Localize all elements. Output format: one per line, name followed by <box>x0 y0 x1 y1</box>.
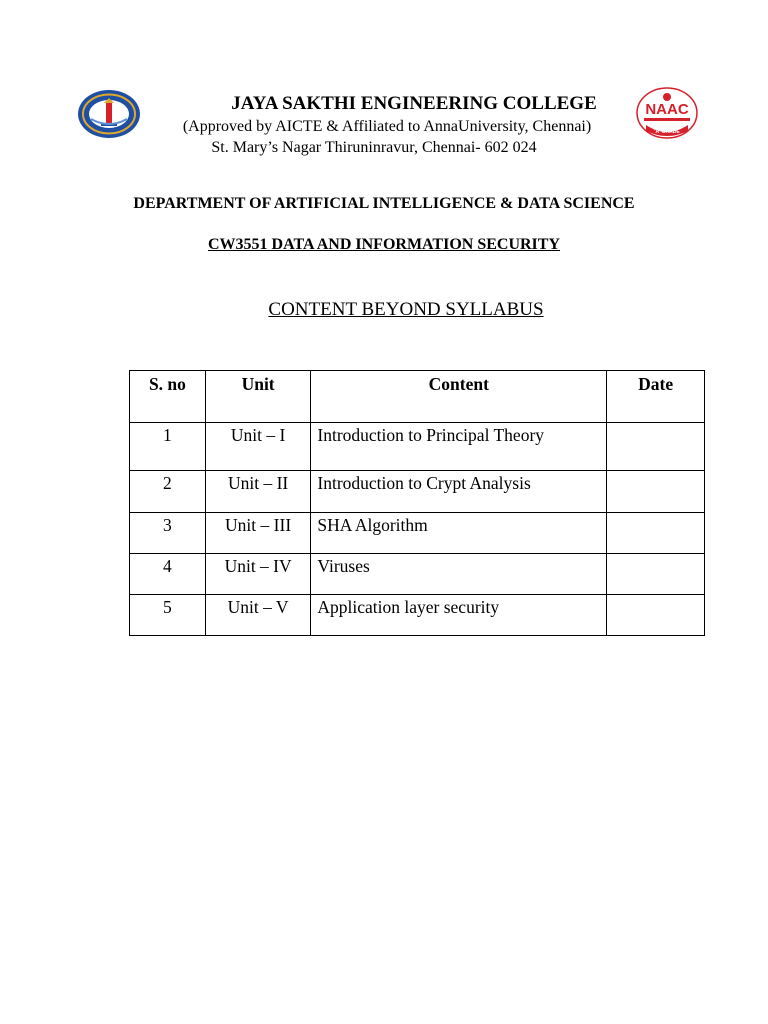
address-line: St. Mary’s Nagar Thiruninravur, Chennai- 602 024 <box>211 139 537 156</box>
cell-content: Introduction to Crypt Analysis <box>311 471 607 513</box>
cell-date <box>607 423 705 471</box>
syllabus-table <box>129 370 705 636</box>
cell-date <box>607 471 705 513</box>
header-unit: Unit <box>205 371 311 423</box>
naac-logo-text: NAAC <box>645 101 689 118</box>
section-title: CONTENT BEYOND SYLLABUS <box>268 299 544 320</box>
table-row <box>130 595 705 636</box>
cell-sno: 5 <box>130 595 206 636</box>
cell-content: Introduction to Principal Theory <box>311 423 607 471</box>
cell-sno: 3 <box>130 513 206 554</box>
cell-unit: Unit – III <box>205 513 311 554</box>
cell-unit: Unit – I <box>205 423 311 471</box>
header-content: Content <box>311 371 607 423</box>
course-title: CW3551 DATA AND INFORMATION SECURITY <box>207 236 561 253</box>
cell-sno: 1 <box>130 423 206 471</box>
cell-date <box>607 513 705 554</box>
cell-unit: Unit – V <box>205 595 311 636</box>
table-row <box>130 471 705 513</box>
table-row <box>130 423 705 471</box>
cell-unit: Unit – IV <box>205 554 311 595</box>
cell-content: Application layer security <box>311 595 607 636</box>
header-sno: S. no <box>130 371 206 423</box>
approval-line: (Approved by AICTE & Affiliated to AnnaUniversity, Chennai) <box>182 118 592 135</box>
table-row <box>130 513 705 554</box>
header-date: Date <box>607 371 705 423</box>
cell-date <box>607 554 705 595</box>
cell-content: SHA Algorithm <box>311 513 607 554</box>
cell-content: Viruses <box>311 554 607 595</box>
cell-unit: Unit – II <box>205 471 311 513</box>
cell-date <box>607 595 705 636</box>
college-name: JAYA SAKTHI ENGINEERING COLLEGE <box>231 93 597 114</box>
table-header-row <box>130 371 705 423</box>
department-title: DEPARTMENT OF ARTIFICIAL INTELLIGENCE & DATA SCIENCE <box>133 195 635 212</box>
naac-grade-text: 'A' GRADE <box>654 129 680 135</box>
cell-sno: 2 <box>130 471 206 513</box>
cell-sno: 4 <box>130 554 206 595</box>
table-row <box>130 554 705 595</box>
